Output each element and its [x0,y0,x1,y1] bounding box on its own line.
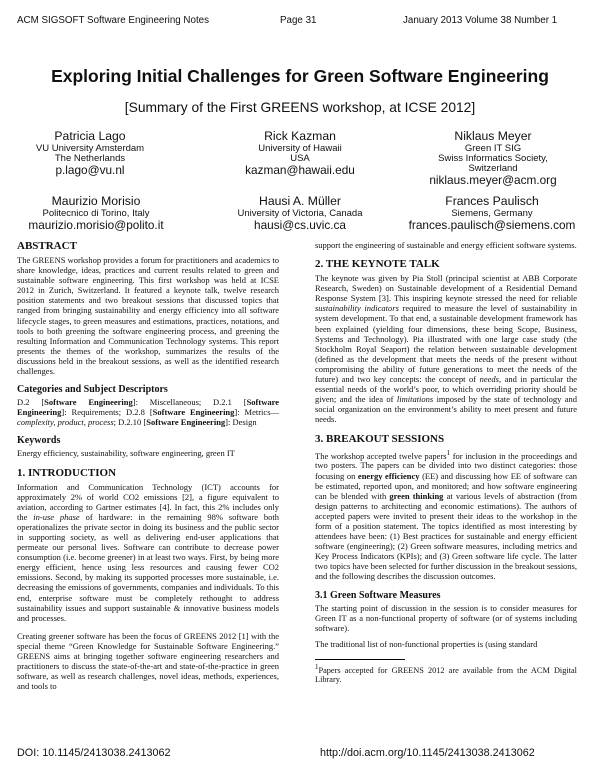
author-email[interactable]: hausi@cs.uvic.ca [254,218,346,232]
right-column [315,240,577,685]
paper-subtitle: [Summary of the First GREENS workshop, at ICSE 2012] [124,100,476,115]
author-name: Patricia Lago [54,129,126,143]
author-block [392,195,592,231]
footnote-rule [315,659,405,660]
running-header-page: Page 31 [280,15,317,26]
categories-text: D.2 [Software Engineering]: Miscellaneous; D.2.1 [Software Engineering]: Requirements; D.2.8 [Software Engineering]: Metrics—complexity, product, process; D.2.10 [Software Engineering]: Design [17,397,280,428]
author-affiliation: University of Victoria, Canada [237,208,363,219]
abstract-text: The GREENS workshop provides a forum for practitioners and academics to share knowledge, ideas, practices and current results related to green and sustainable software engineering. This first workshop was held at ICSE 2012 in Zurich, Switzerland. It featured a keynote talk, twelve research position statements and two breakout sessions that discussed topics that ranged from bringing sustainability and energy efficiency into all software lifecycle stages, to green measures and estimations, practices, notations, and tools to both greening the software engineering process, and greening the resulting Information and Communication Technology systems. This report presents the themes of the workshop, summarizes the results of the discussions held in the breakout sessions, as well as the identified research challenges. [17,255,279,377]
text-run: limitations [396,394,434,405]
footnote-text: Papers accepted for GREENS 2012 are available from the ACM Digital Library. [315,665,577,685]
author-email[interactable]: maurizio.morisio@polito.it [28,218,164,232]
author-affiliation: Swiss Informatics Society, [438,153,548,164]
author-name: Hausi A. Müller [259,194,341,208]
author-block [215,130,385,176]
text-run: in-use phase [33,511,80,522]
intro-paragraph: Creating greener software has been the focus of GREENS 2012 [1] with the special theme “Green Knowledge for Sustainable Software Engineering.” GREENS aims at bringing together software engineering researchers and practitioners to discuss the state-of-the-art and state-of-the-practice in green software, as well as research challenges, novel ideas, methods, experiences, and tools to [17,630,279,692]
author-email[interactable]: p.lago@vu.nl [55,163,125,177]
doi-footer-right[interactable]: http://doi.acm.org/10.1145/2413038.2413062 [320,747,535,759]
categories-heading: Categories and Subject Descriptors [17,384,168,396]
author-affiliation: Green IT SIG [464,143,522,154]
subsection-heading-measures: 3.1 Green Software Measures [315,589,441,601]
text-run: 1 [446,448,451,457]
left-column [17,240,279,691]
running-header-venue: ACM SIGSOFT Software Engineering Notes [17,15,210,26]
text-run: Software Engineering [44,397,133,408]
author-affiliation: Siemens, Germany [451,208,533,219]
author-name: Niklaus Meyer [454,129,532,143]
author-name: Maurizio Morisio [51,194,141,208]
author-affiliation: University of Hawaii [258,143,342,154]
author-block [210,195,390,231]
text-run: green thinking [389,490,444,501]
measures-paragraph: The traditional list of non-functional properties is (using standard [315,638,538,649]
footnote [315,663,577,685]
text-run: sustainability indicators [315,303,399,314]
author-affiliation: VU University Amsterdam [35,143,145,154]
text-run: needs [479,374,499,385]
author-block [5,130,175,176]
author-affiliation: Switzerland [468,163,518,174]
running-header-issue: January 2013 Volume 38 Number 1 [403,15,558,26]
intro-paragraph: Information and Communication Technology (ICT) accounts for approximately 2% of world CO2 emissions [2], a figure equivalent to aviation, according to Gartner estimates [4]. In fact, this 2% includes only the in-use phase of hardware: in the remaining 98% software both operationalizes the private sector in doing its business and the public sector in supporting society, as well as delivering end-user applications that permeate our personal lives. Software can contribute to decrease power consumption (i.e. become greener) in at least two ways. First, by being more energy efficient, hence using less resources and causing fewer CO2 emissions. Second, by making its supported processes more sustainable, i.e. decreasing the emissions of governments, companies and individuals. To this end, enterprise software must be completely rethought to address sustainability issues and support sustainable & innovative business models and processes. [17,481,280,623]
author-name: Rick Kazman [264,129,336,143]
keynote-paragraph: The keynote was given by Pia Stoll (principal scientist at ABB Corporate Research, Sweden) on Sustainable development of a Residential Demand Response System [3]. This inspiring keynote stressed the need for reliable sustainability indicators required to measure the level of sustainability in system development. To that end, a sustainable development framework has been explained (yielding four dimensions, these being Scope, Business, Systems and Technology). Pia illustrated with one large case study (the Stockholm Royal Seaport) the relation between sustainable development (defined as the development that meets the needs of the present without compromising the ability of future generations to meet the needs of the future) and two key concepts: the concept of needs, and in particular the essential needs of the world’s poor, to which overriding priority should be given; and the idea of limitations imposed by the state of technology and social organization on the environment’s ability to meet present and future needs. [315,273,578,425]
footnote-mark: 1 [315,663,319,671]
text-run: Software Engineering [152,407,235,418]
text-run: complexity, product, process [17,417,114,428]
section-heading-keynote: 2. THE KEYNOTE TALK [315,258,440,271]
author-email[interactable]: kazman@hawaii.edu [245,163,355,177]
author-affiliation: Politecnico di Torino, Italy [42,208,150,219]
keywords-heading: Keywords [17,435,61,447]
section-heading-breakout: 3. BREAKOUT SESSIONS [315,432,445,445]
paper-title: Exploring Initial Challenges for Green Software Engineering [51,66,549,86]
abstract-heading: ABSTRACT [17,240,77,252]
text-run: Software Engineering [17,397,279,418]
text-run: energy efficiency [357,470,420,481]
intro-continuation: support the engineering of sustainable and energy efficient software systems. [315,240,577,250]
author-email[interactable]: niklaus.meyer@acm.org [429,173,557,187]
measures-paragraph: The starting point of discussion in the session is to consider measures for Green IT as a non-functional property of software (or of systems including software). [315,602,577,633]
text-run: Software Engineering [146,417,226,428]
keywords-text: Energy efficiency, sustainability, software engineering, green IT [17,448,235,459]
doi-footer-left[interactable]: DOI: 10.1145/2413038.2413062 [17,747,171,759]
author-affiliation: The Netherlands [54,153,126,164]
author-block [393,130,593,186]
author-email[interactable]: frances.paulisch@siemens.com [408,218,576,232]
breakout-paragraph: The workshop accepted twelve papers$^1$ for inclusion in the proceedings and two posters. The papers can be divided into two distinct categories: those focusing on energy efficiency (EE) and discussing how EE of software can be estimated, reported upon, and monitored; and how software engineering can be blended with green thinking at various levels of abstraction (from design patterns to architecting and economic estimations). The authors of accepted papers were invited to present their ideas to the workshop in the form of a position statement. The topics identified as most interesting by attendees have been: (1) Best practices for sustainable and energy efficient software (engineering); (2) Green software measures, including metrics and Key Process Indicators (KPIs); and (3) Green software life cycle. The latter two topics have been selected for further discussion in the breakout sessions, and the following describes the discussion outcomes. [315,448,578,582]
author-affiliation: USA [290,153,310,164]
section-heading-introduction: 1. INTRODUCTION [17,466,117,479]
author-block [6,195,186,231]
author-name: Frances Paulisch [445,194,539,208]
